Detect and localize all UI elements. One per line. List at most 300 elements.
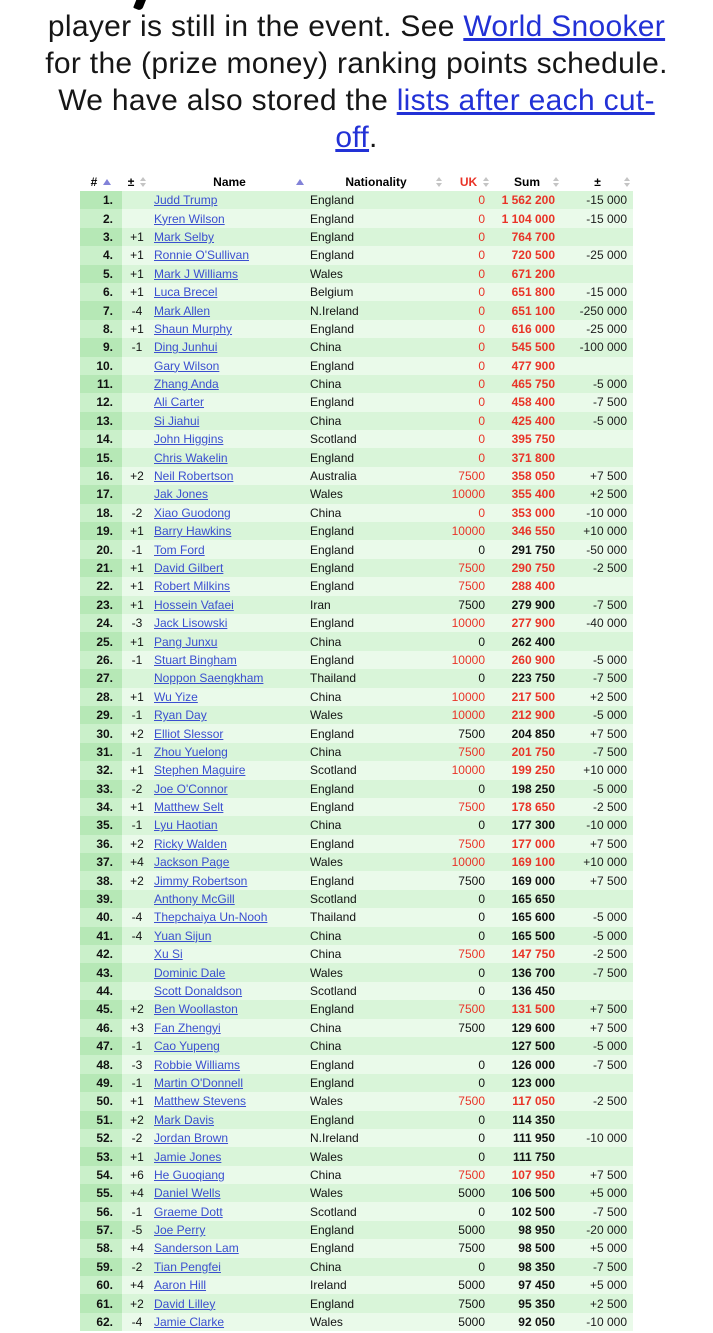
sum-points-cell: 165 650 [492,890,562,908]
nationality-cell: England [307,209,445,227]
sum-points-cell: 106 500 [492,1184,562,1202]
points-change-cell: -2 500 [562,1092,633,1110]
player-name-cell [152,835,307,853]
position-change-cell: +1 [122,283,152,301]
position-change-cell: +1 [122,688,152,706]
column-header-name[interactable] [152,172,307,191]
sum-points-cell: 199 250 [492,761,562,779]
nationality-cell: Wales [307,1313,445,1331]
player-link[interactable]: Noppon Saengkham [154,671,264,686]
column-label-sum: Sum [513,174,540,189]
points-change-cell: -7 500 [562,1055,633,1073]
player-link[interactable]: Aaron Hill [154,1278,207,1293]
nationality-cell: China [307,1258,445,1276]
column-header-rank[interactable] [80,172,122,191]
player-link[interactable]: Gary Wilson [154,358,220,373]
rank-cell: 50. [80,1092,122,1110]
rank-cell: 41. [80,927,122,945]
player-link[interactable]: Kyren Wilson [154,211,225,226]
player-link[interactable]: Ricky Walden [154,836,227,851]
ranking-table-wrap [80,172,633,1331]
points-change-cell: -5 000 [562,375,633,393]
player-name-cell [152,853,307,871]
rank-cell: 10. [80,357,122,375]
player-name-cell [152,448,307,466]
rank-cell: 38. [80,871,122,889]
player-link[interactable]: Jamie Clarke [154,1315,225,1330]
player-link[interactable]: Xiao Guodong [154,505,231,520]
nationality-cell: England [307,1111,445,1129]
uk-points-cell: 0 [445,357,492,375]
player-link[interactable]: John Higgins [154,432,224,447]
nationality-cell: Scotland [307,982,445,1000]
player-link[interactable]: Zhang Anda [154,377,219,392]
player-link[interactable]: Jak Jones [154,487,209,502]
uk-points-cell: 0 [445,927,492,945]
rank-cell: 33. [80,780,122,798]
player-name-cell [152,375,307,393]
player-name-cell [152,412,307,430]
points-change-cell: +10 000 [562,853,633,871]
sum-points-cell: 425 400 [492,412,562,430]
rank-cell: 58. [80,1239,122,1257]
nationality-cell: England [307,577,445,595]
rank-cell: 13. [80,412,122,430]
position-change-cell: -2 [122,1129,152,1147]
rank-cell: 18. [80,504,122,522]
uk-points-cell: 0 [445,301,492,319]
player-link[interactable]: Si Jiahui [154,413,200,428]
player-link[interactable]: Joe O'Connor [154,781,228,796]
points-change-cell: -5 000 [562,412,633,430]
rank-cell: 26. [80,651,122,669]
player-link[interactable]: Daniel Wells [154,1186,221,1201]
player-name-cell [152,963,307,981]
points-change-cell: -7 500 [562,393,633,411]
table-row [80,982,633,1000]
sum-points-cell: 102 500 [492,1202,562,1220]
points-change-cell: -20 000 [562,1221,633,1239]
player-link[interactable]: Mark Allen [154,303,211,318]
player-link[interactable]: David Lilley [154,1296,216,1311]
uk-points-cell: 7500 [445,1019,492,1037]
points-change-cell: -5 000 [562,780,633,798]
player-link[interactable]: David Gilbert [154,561,224,575]
player-name-cell [152,191,307,209]
player-link[interactable]: Neil Robertson [154,469,234,484]
sum-points-cell: 136 450 [492,982,562,1000]
nationality-cell: Wales [307,485,445,503]
player-link[interactable]: Xu Si [154,947,183,962]
nationality-cell: England [307,522,445,540]
nationality-cell: Wales [307,1184,445,1202]
table-row [80,614,633,632]
rank-cell: 46. [80,1019,122,1037]
player-link[interactable]: Robert Milkins [154,579,231,594]
player-name-cell [152,357,307,375]
player-link[interactable]: Wu Yize [154,689,198,704]
table-row [80,963,633,981]
nationality-cell: England [307,1000,445,1018]
nationality-cell: Thailand [307,908,445,926]
intro-link[interactable]: off [335,121,370,154]
uk-points-cell: 0 [445,963,492,981]
rank-cell: 45. [80,1000,122,1018]
uk-points-cell: 0 [445,209,492,227]
table-row [80,927,633,945]
table-row [80,651,633,669]
player-name-cell [152,504,307,522]
rank-cell: 2. [80,209,122,227]
points-change-cell: +7 500 [562,871,633,889]
table-row [80,209,633,227]
points-change-cell [562,265,633,283]
points-change-cell: -2 500 [562,559,633,577]
intro-text [0,0,713,156]
column-header-diff[interactable] [562,172,633,191]
uk-points-cell: 0 [445,816,492,834]
nationality-cell: China [307,816,445,834]
player-name-cell [152,485,307,503]
position-change-cell: -1 [122,743,152,761]
rank-cell: 9. [80,338,122,356]
table-row [80,1055,633,1073]
position-change-cell: +1 [122,522,152,540]
rank-cell: 35. [80,816,122,834]
column-header-sum[interactable] [492,172,562,191]
nationality-cell: England [307,1239,445,1257]
table-row [80,890,633,908]
player-link[interactable]: Judd Trump [154,193,218,208]
column-label-rank: # [90,174,98,189]
player-name-cell [152,228,307,246]
position-change-cell [122,945,152,963]
player-link[interactable]: Mark Davis [154,1112,215,1127]
position-change-cell: -3 [122,1055,152,1073]
points-change-cell: +2 500 [562,485,633,503]
player-link[interactable]: Fan Zhengyi [154,1020,221,1035]
player-link[interactable]: Ali Carter [154,395,205,410]
player-name-cell [152,209,307,227]
table-row [80,357,633,375]
points-change-cell [562,1147,633,1165]
uk-points-cell: 5000 [445,1184,492,1202]
table-row [80,1239,633,1257]
sort-toggle-icon [436,177,442,187]
table-header-row [80,172,633,191]
sum-points-cell: 169 000 [492,871,562,889]
table-row [80,1294,633,1312]
player-link[interactable]: Jamie Jones [154,1149,222,1164]
player-link[interactable]: Jackson Page [154,855,230,870]
sum-points-cell: 371 800 [492,448,562,466]
player-name-cell [152,743,307,761]
player-link[interactable]: Jordan Brown [154,1131,229,1146]
player-name-cell [152,890,307,908]
nationality-cell: China [307,504,445,522]
player-name-cell [152,1111,307,1129]
position-change-cell: +1 [122,798,152,816]
nationality-cell: Australia [307,467,445,485]
position-change-cell: +2 [122,1000,152,1018]
player-link[interactable]: Mark J Williams [154,266,238,281]
player-name-cell [152,1055,307,1073]
points-change-cell [562,228,633,246]
uk-points-cell: 7500 [445,559,492,577]
nationality-cell: Wales [307,1092,445,1110]
player-link[interactable]: Pang Junxu [154,634,218,649]
table-row [80,522,633,540]
uk-points-cell: 5000 [445,1313,492,1331]
points-change-cell: -15 000 [562,209,633,227]
sum-points-cell: 111 750 [492,1147,562,1165]
player-name-cell [152,283,307,301]
player-link[interactable]: Graeme Dott [154,1204,223,1219]
player-link[interactable]: Shaun Murphy [154,321,233,336]
uk-points-cell: 0 [445,1129,492,1147]
player-name-cell [152,1202,307,1220]
sort-toggle-icon [624,177,630,187]
sum-points-cell: 126 000 [492,1055,562,1073]
player-link[interactable]: Ronnie O'Sullivan [154,248,250,263]
intro-text-segment: We have also stored the [58,84,397,117]
player-name-cell [152,1276,307,1294]
player-name-cell [152,1000,307,1018]
position-change-cell: -4 [122,927,152,945]
uk-points-cell: 0 [445,780,492,798]
nationality-cell: England [307,393,445,411]
player-link[interactable]: Zhou Yuelong [154,744,228,759]
intro-line [0,8,713,45]
table-row [80,1019,633,1037]
player-link[interactable]: Hossein Vafaei [154,597,234,612]
player-link[interactable]: Ding Junhui [154,340,218,355]
column-header-move[interactable] [122,172,152,191]
uk-points-cell: 0 [445,982,492,1000]
table-row [80,393,633,411]
points-change-cell [562,632,633,650]
table-row [80,375,633,393]
table-body [80,191,633,1331]
player-name-cell [152,1221,307,1239]
player-link[interactable]: He Guoqiang [154,1167,225,1182]
table-row [80,540,633,558]
nationality-cell: China [307,375,445,393]
sum-points-cell: 1 104 000 [492,209,562,227]
player-name-cell [152,320,307,338]
rank-cell: 15. [80,448,122,466]
uk-points-cell: 0 [445,228,492,246]
player-link[interactable]: Thepchaiya Un-Nooh [154,910,268,925]
points-change-cell: -7 500 [562,743,633,761]
uk-points-cell: 0 [445,669,492,687]
rank-cell: 48. [80,1055,122,1073]
nationality-cell: England [307,614,445,632]
points-change-cell [562,430,633,448]
position-change-cell: -4 [122,301,152,319]
player-link[interactable]: Tom Ford [154,542,205,557]
sum-points-cell: 545 500 [492,338,562,356]
table-row [80,467,633,485]
uk-points-cell: 0 [445,504,492,522]
player-name-cell [152,1239,307,1257]
sum-points-cell: 97 450 [492,1276,562,1294]
table-row [80,430,633,448]
sum-points-cell: 129 600 [492,1019,562,1037]
table-row [80,908,633,926]
player-link[interactable]: Luca Brecel [154,285,218,300]
table-row [80,1258,633,1276]
position-change-cell [122,890,152,908]
nationality-cell: Wales [307,265,445,283]
player-link[interactable]: Martin O'Donnell [154,1075,243,1090]
points-change-cell: -2 500 [562,798,633,816]
player-link[interactable]: Sanderson Lam [154,1241,239,1256]
player-name-cell [152,265,307,283]
player-link[interactable]: Dominic Dale [154,965,226,980]
nationality-cell: Ireland [307,1276,445,1294]
nationality-cell: Belgium [307,283,445,301]
uk-points-cell: 10000 [445,651,492,669]
nationality-cell: Wales [307,706,445,724]
position-change-cell [122,412,152,430]
player-link[interactable]: Joe Perry [154,1223,206,1238]
rank-cell: 3. [80,228,122,246]
table-row [80,1276,633,1294]
uk-points-cell: 0 [445,283,492,301]
position-change-cell: +1 [122,559,152,577]
nationality-cell: Scotland [307,761,445,779]
player-link[interactable]: Stephen Maguire [154,763,246,778]
sum-points-cell: 147 750 [492,945,562,963]
points-change-cell: -25 000 [562,320,633,338]
table-row [80,1202,633,1220]
sum-points-cell: 355 400 [492,485,562,503]
rank-cell: 19. [80,522,122,540]
player-link[interactable]: Lyu Haotian [154,818,218,833]
rank-cell: 11. [80,375,122,393]
table-row [80,669,633,687]
player-link[interactable]: Stuart Bingham [154,652,237,667]
uk-points-cell: 0 [445,1074,492,1092]
rank-cell: 60. [80,1276,122,1294]
nationality-cell: England [307,228,445,246]
points-change-cell: -250 000 [562,301,633,319]
sum-points-cell: 353 000 [492,504,562,522]
uk-points-cell: 10000 [445,614,492,632]
column-header-uk[interactable] [445,172,492,191]
points-change-cell: -7 500 [562,1258,633,1276]
uk-points-cell: 0 [445,448,492,466]
points-change-cell: +7 500 [562,835,633,853]
points-change-cell: -15 000 [562,191,633,209]
rank-cell: 62. [80,1313,122,1331]
player-link[interactable]: Ben Woollaston [154,1002,238,1017]
table-row [80,780,633,798]
uk-points-cell: 7500 [445,1239,492,1257]
player-link[interactable]: Cao Yupeng [154,1039,220,1054]
rank-cell: 37. [80,853,122,871]
sort-toggle-icon [483,177,489,187]
nationality-cell: England [307,1221,445,1239]
sum-points-cell: 117 050 [492,1092,562,1110]
player-link[interactable]: Jack Lisowski [154,616,228,631]
player-link[interactable]: Matthew Selt [154,800,224,815]
player-name-cell [152,1092,307,1110]
points-change-cell: -50 000 [562,540,633,558]
points-change-cell [562,357,633,375]
points-change-cell: -25 000 [562,246,633,264]
player-link[interactable]: Chris Wakelin [154,450,228,465]
rank-cell: 21. [80,559,122,577]
rank-cell: 4. [80,246,122,264]
table-row [80,191,633,209]
table-row [80,853,633,871]
uk-points-cell: 0 [445,338,492,356]
ranking-table [80,172,633,1331]
rank-cell: 36. [80,835,122,853]
column-header-nationality[interactable] [307,172,445,191]
player-link[interactable]: Scott Donaldson [154,983,243,998]
table-row [80,504,633,522]
points-change-cell: -5 000 [562,927,633,945]
table-row [80,1037,633,1055]
position-change-cell [122,393,152,411]
player-link[interactable]: Matthew Stevens [154,1094,247,1109]
rank-cell: 55. [80,1184,122,1202]
player-link[interactable]: Tian Pengfei [154,1259,221,1274]
player-link[interactable]: Elliot Slessor [154,726,224,741]
table-row [80,632,633,650]
uk-points-cell: 10000 [445,522,492,540]
player-link[interactable]: Robbie Williams [154,1057,241,1072]
position-change-cell: -1 [122,540,152,558]
table-row [80,485,633,503]
nationality-cell: England [307,1055,445,1073]
position-change-cell [122,375,152,393]
sum-points-cell: 262 400 [492,632,562,650]
player-link[interactable]: Ryan Day [154,708,207,723]
sort-ascending-icon [296,179,304,185]
nationality-cell: China [307,1037,445,1055]
player-link[interactable]: Barry Hawkins [154,524,232,539]
table-row [80,743,633,761]
player-link[interactable]: Anthony McGill [154,892,235,907]
uk-points-cell: 10000 [445,485,492,503]
intro-link[interactable]: lists after each cut- [396,84,655,117]
player-link[interactable]: Jimmy Robertson [154,873,248,888]
player-name-cell [152,467,307,485]
column-label-diff: ± [594,174,601,189]
uk-points-cell: 7500 [445,835,492,853]
player-link[interactable]: Yuan Sijun [154,928,212,943]
uk-points-cell [445,1037,492,1055]
nationality-cell: England [307,540,445,558]
player-link[interactable]: Mark Selby [154,229,215,244]
uk-points-cell: 10000 [445,706,492,724]
player-name-cell [152,816,307,834]
sum-points-cell: 111 950 [492,1129,562,1147]
rank-cell: 27. [80,669,122,687]
intro-link[interactable]: World Snooker [463,10,666,43]
sum-points-cell: 465 750 [492,375,562,393]
uk-points-cell: 7500 [445,1294,492,1312]
nationality-cell: England [307,651,445,669]
sum-points-cell: 671 200 [492,265,562,283]
position-change-cell: -5 [122,1221,152,1239]
uk-points-cell: 0 [445,265,492,283]
rank-cell: 44. [80,982,122,1000]
